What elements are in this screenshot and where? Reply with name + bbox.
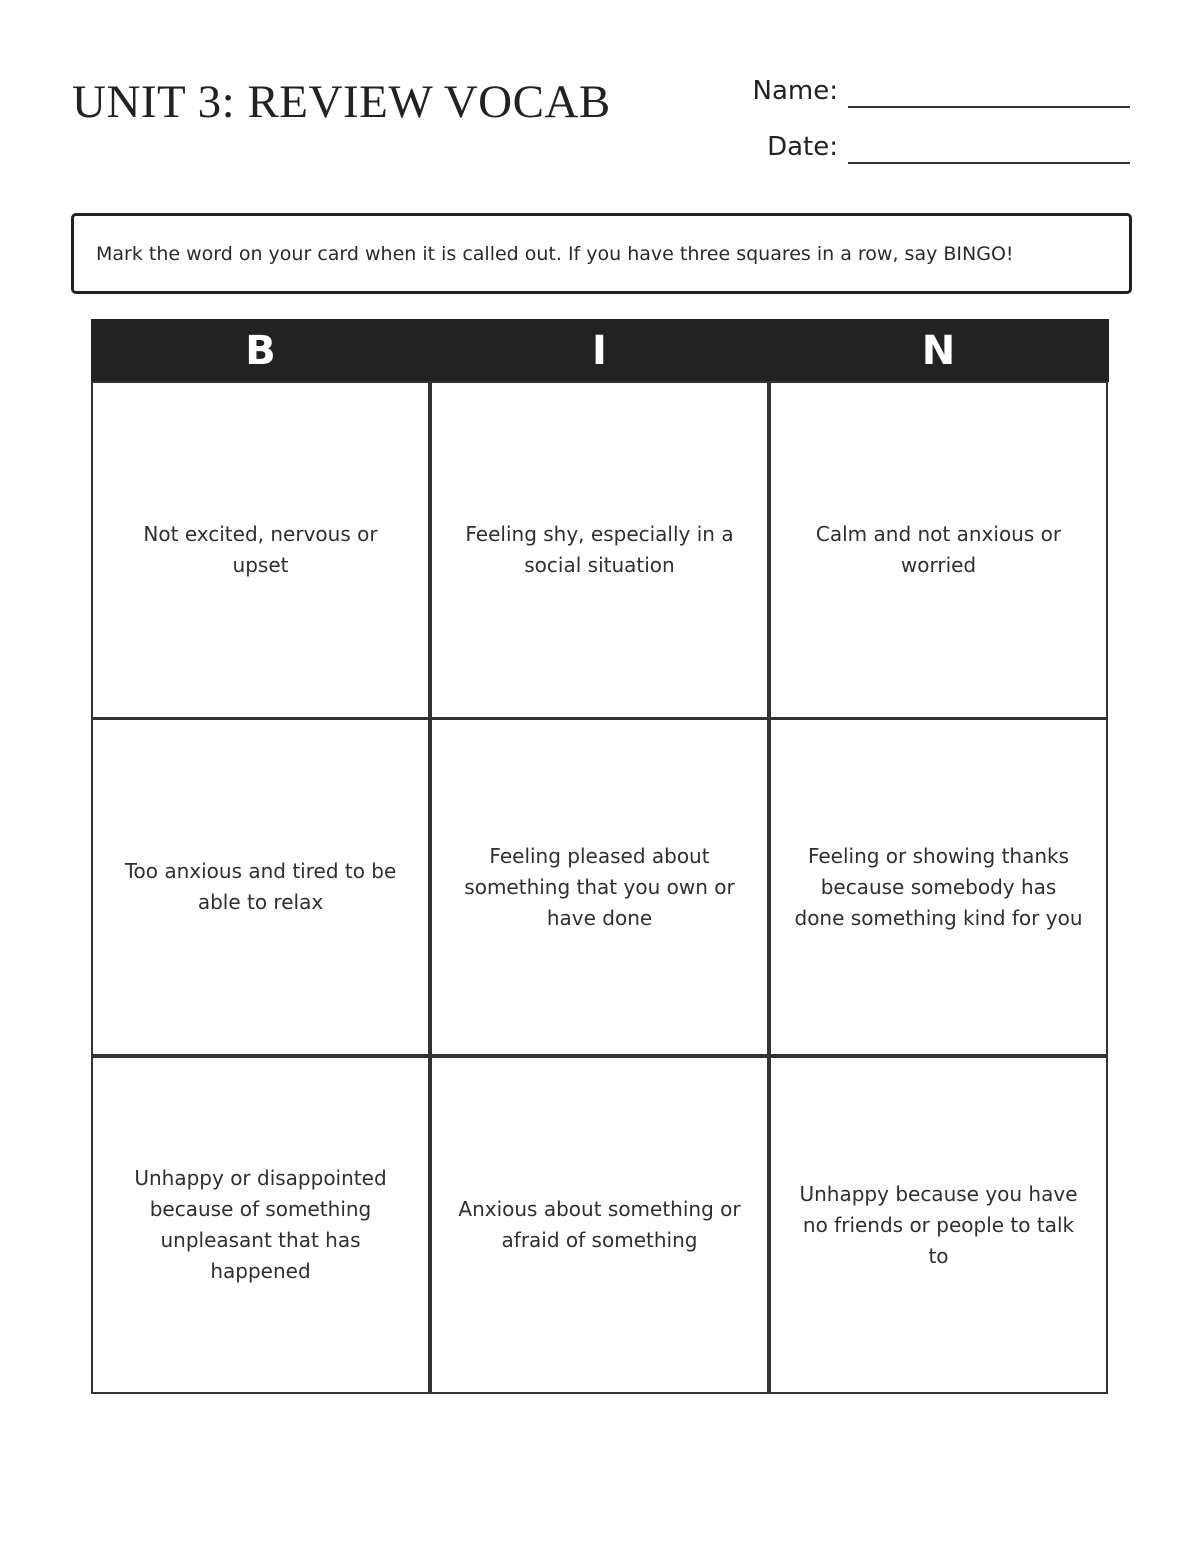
bingo-cell-r3-c2[interactable]: Anxious about something or afraid of something [430,1056,769,1394]
date-label: Date: [767,132,838,162]
date-blank-line[interactable] [848,162,1130,164]
instructions-box [71,213,1132,294]
bingo-cell-r1-c1[interactable]: Not excited, nervous or upset [91,381,430,719]
bingo-header-i: I [592,327,607,374]
date-field[interactable] [700,128,1130,168]
bingo-cell-r1-c3[interactable]: Calm and not anxious or worried [769,381,1108,719]
bingo-cell-r2-c1[interactable]: Too anxious and tired to be able to relax [91,718,430,1056]
bingo-cell-r3-c3[interactable]: Unhappy because you have no friends or people to talk to [769,1056,1108,1394]
name-label: Name: [752,76,838,106]
bingo-header-b: B [245,327,276,374]
bingo-header-row [91,319,1109,382]
bingo-cell-r1-c2[interactable]: Feeling shy, especially in a social situation [430,381,769,719]
bingo-cell-r2-c3[interactable]: Feeling or showing thanks because somebody has done something kind for you [769,718,1108,1056]
instructions-text: Mark the word on your card when it is called out. If you have three squares in a row, say BINGO! [96,243,1014,265]
bingo-cell-r2-c2[interactable]: Feeling pleased about something that you own or have done [430,718,769,1056]
bingo-cell-r3-c1[interactable]: Unhappy or disappointed because of something unpleasant that has happened [91,1056,430,1394]
bingo-header-n: N [921,327,956,374]
page-title: UNIT 3: REVIEW VOCAB [72,76,611,128]
name-field[interactable] [700,72,1130,112]
bingo-card [91,319,1109,1397]
name-blank-line[interactable] [848,106,1130,108]
